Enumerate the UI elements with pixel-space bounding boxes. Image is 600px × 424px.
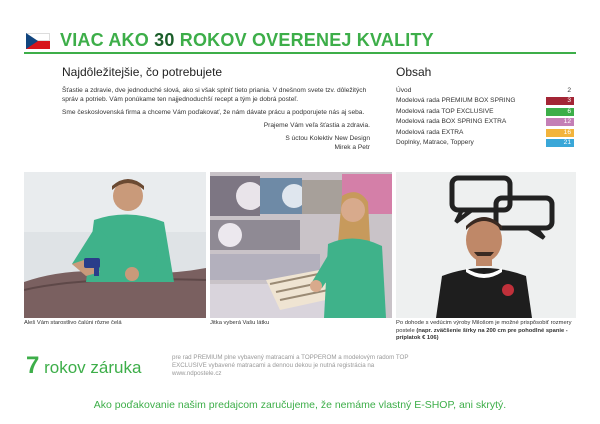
toc-item[interactable] xyxy=(396,107,574,117)
toc-item-label: Doplnky, Matrace, Toppery xyxy=(396,138,474,146)
toc-heading: Obsah xyxy=(396,65,432,79)
page-title xyxy=(60,30,434,51)
toc-item-page: 21 xyxy=(546,139,574,147)
photo-caption-3-text: Po dohode s vedúcim výroby Milošom je možné prispôsobiť rozmery postele xyxy=(396,320,572,334)
photo-caption-2: Jitka vyberá Vašu látku xyxy=(210,320,270,326)
table-of-contents xyxy=(396,86,574,148)
intro-signature-1: S úctou Kolektiv New Design xyxy=(285,135,370,142)
toc-item[interactable] xyxy=(396,117,574,127)
warranty-note: pre rad PREMIUM plne vybavený matracami a TOPPEROM a modelovým radom TOP EXCLUSIVE vybavené matracami a dennou dekou je nutná registrácia na www.ndpostele.cz xyxy=(172,354,409,377)
photo-fabric xyxy=(210,172,392,318)
warranty-label: rokov záruka xyxy=(44,358,142,377)
intro-paragraph-2: Sme československá firma a chceme Vám poďakovať, že nám dávate prácu a podporujete nás aj seba. xyxy=(62,109,365,116)
intro-heading: Najdôležitejšie, čo potrebujete xyxy=(62,65,223,79)
toc-item-label: Modelová rada EXTRA xyxy=(396,128,464,136)
footer-statement: Ako poďakovanie našim predajcom zaručujeme, že nemáme vlastný E-SHOP, ani skrytý. xyxy=(93,399,507,411)
toc-item-page: 6 xyxy=(546,108,574,116)
header-divider xyxy=(24,52,576,54)
toc-item-page: 2 xyxy=(567,87,571,94)
title-pre: VIAC AKO xyxy=(60,30,149,50)
title-number: 30 xyxy=(154,30,175,50)
photo-production-manager xyxy=(396,172,576,318)
toc-item-label: Úvod xyxy=(396,87,412,94)
page-header xyxy=(24,30,576,54)
intro-signature-2: Mirek a Petr xyxy=(334,144,370,151)
toc-item[interactable] xyxy=(396,86,574,96)
czech-flag-icon xyxy=(26,33,50,49)
photo-caption-3-note: (napr. zväčšenie šírky na 200 cm pre pohodlné spanie - príplatok € 106) xyxy=(396,327,568,341)
toc-item-label: Modelová rada TOP EXCLUSIVE xyxy=(396,107,494,115)
toc-item[interactable] xyxy=(396,128,574,138)
toc-item-label: Modelová rada PREMIUM BOX SPRING xyxy=(396,97,516,105)
warranty-heading xyxy=(26,352,141,380)
intro-paragraph-1: Šťastie a zdravie, dve jednoduché slová, ako si však splniť tieto priania. V dnešnom svete tzv. dôležitých správ a potrieb. Vám ponúkame ten najjednoduchší recept a tým je dobrá posteľ. xyxy=(62,87,367,103)
toc-item-page: 3 xyxy=(546,97,574,105)
warranty-years: 7 xyxy=(26,352,40,379)
photo-caption-3 xyxy=(396,320,576,343)
toc-item[interactable] xyxy=(396,138,574,148)
toc-item-page: 12 xyxy=(546,118,574,126)
photo-upholstering xyxy=(24,172,206,318)
toc-item-page: 16 xyxy=(546,129,574,137)
intro-text xyxy=(62,86,370,156)
title-post: ROKOV OVERENEJ KVALITY xyxy=(179,30,434,50)
toc-item[interactable] xyxy=(396,96,574,106)
photo-caption-1: Aleš Vám starostlivo čalúni rôzne čelá xyxy=(24,320,122,326)
intro-wishes: Prajeme Vám veľa šťastia a zdravia. xyxy=(263,122,370,129)
toc-item-label: Modelová rada BOX SPRING EXTRA xyxy=(396,118,507,126)
